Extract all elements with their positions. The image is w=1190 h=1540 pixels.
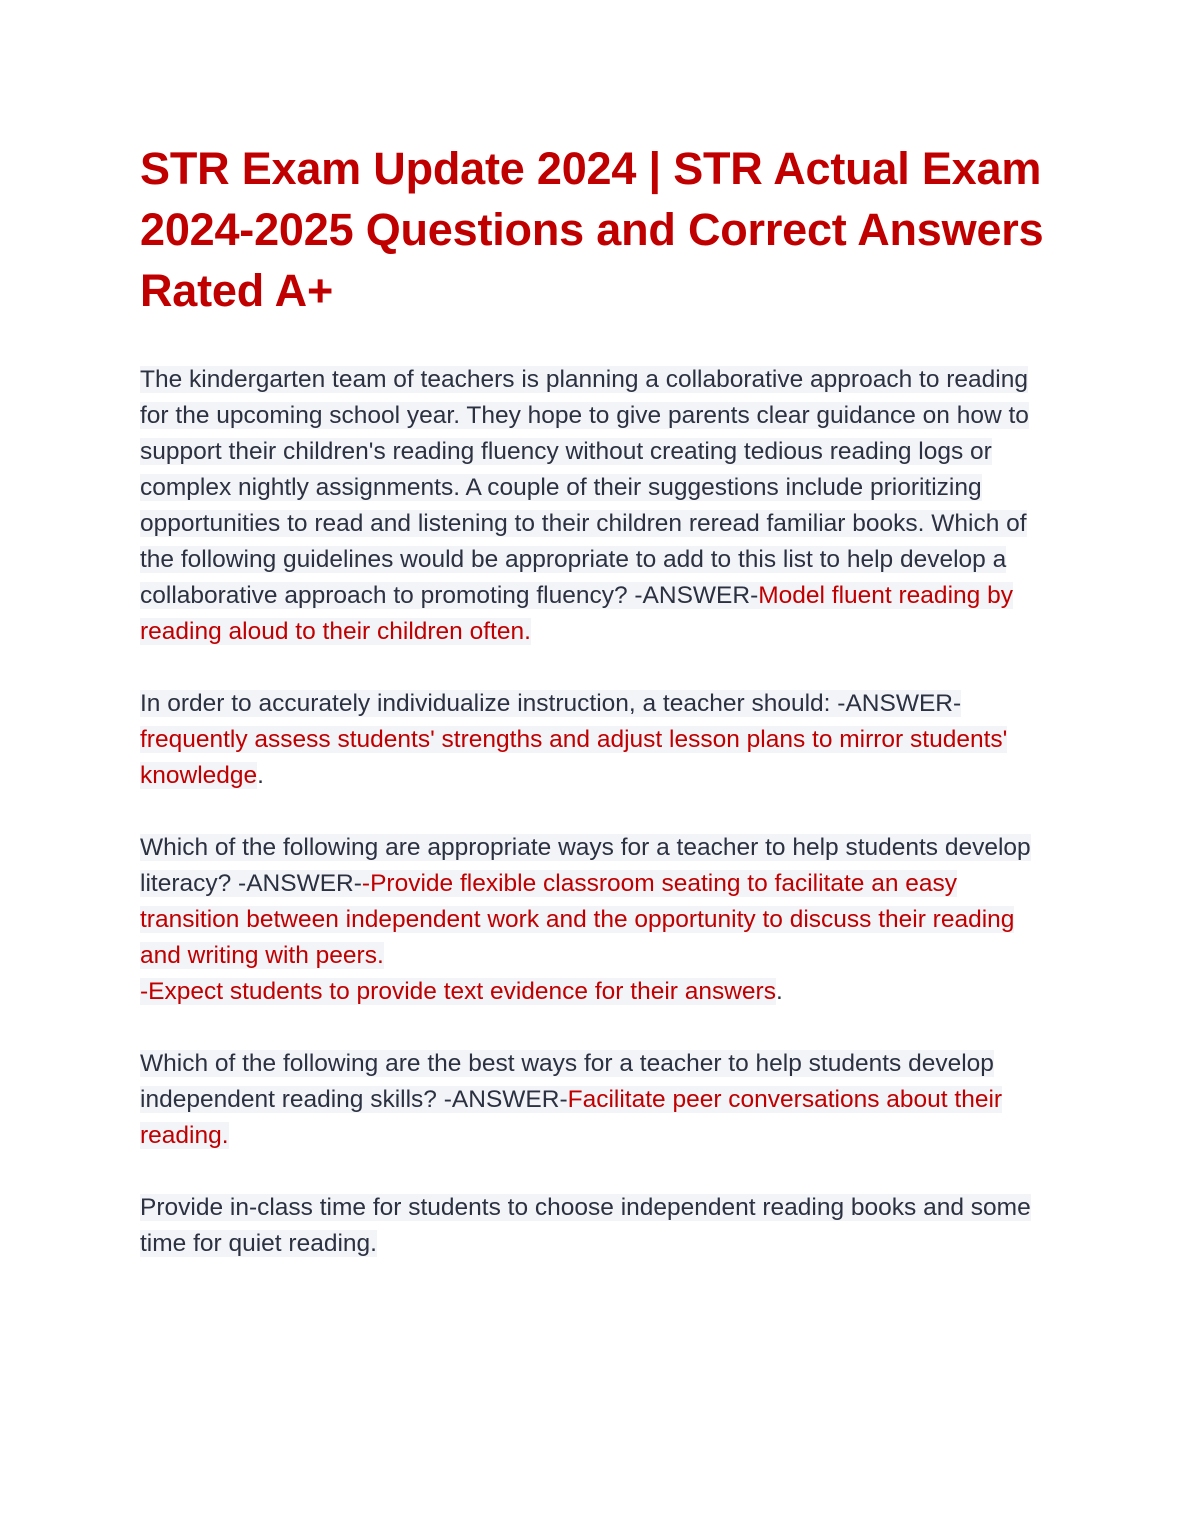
- qa-1-answer: Model fluent reading by reading aloud to their children often.: [140, 582, 1013, 645]
- qa-3-question: Which of the following are appropriate ways for a teacher to help students develop literacy?: [140, 834, 1031, 897]
- qa-1-question: The kindergarten team of teachers is planning a collaborative approach to reading for the upcoming school year. They hope to give parents clear guidance on how to support their children's reading fluency without creating tedious reading logs or complex nightly assignments. A couple of their suggestions include prioritizing opportunities to read and listening to their children reread familiar books. Which of the following guidelines would be appropriate to add to this list to help develop a collaborative approach to promoting fluency?: [140, 366, 1029, 609]
- qa-2-answer: frequently assess students' strengths and adjust lesson plans to mirror students' knowledge: [140, 726, 1008, 789]
- qa-item-1: [140, 362, 1060, 650]
- document-body: [140, 362, 1060, 1262]
- qa-3-answer-line-2: -Expect students to provide text evidence for their answers: [140, 978, 776, 1005]
- qa-2-question: In order to accurately individualize instruction, a teacher should:: [140, 690, 838, 717]
- qa-3-answer-marker: -ANSWER-: [238, 870, 362, 897]
- qa-3-answer: -Provide flexible classroom seating to facilitate an easy transition between independent work and the opportunity to discuss their reading and writing with peers.: [140, 870, 1015, 969]
- qa-3-trailing: .: [775, 978, 783, 1005]
- qa-1-answer-marker: -ANSWER-: [634, 582, 759, 609]
- qa-item-3: [140, 830, 1060, 1010]
- qa-4-question: Which of the following are the best ways for a teacher to help students develop independent reading skills?: [140, 1050, 994, 1113]
- closing-paragraph-text: Provide in-class time for students to choose independent reading books and some time for quiet reading.: [140, 1194, 1031, 1257]
- qa-4-answer: Facilitate peer conversations about their reading.: [140, 1086, 1003, 1149]
- closing-paragraph: [140, 1190, 1060, 1262]
- qa-2-answer-marker: -ANSWER-: [837, 690, 962, 717]
- document-title: STR Exam Update 2024 | STR Actual Exam 2024-2025 Questions and Correct Answers Rated A+: [140, 143, 1044, 316]
- qa-item-2: [140, 686, 1060, 794]
- qa-item-4: [140, 1046, 1060, 1154]
- qa-2-trailing: .: [257, 762, 264, 789]
- qa-4-answer-marker: -ANSWER-: [443, 1086, 568, 1113]
- document-page: [140, 138, 1060, 1298]
